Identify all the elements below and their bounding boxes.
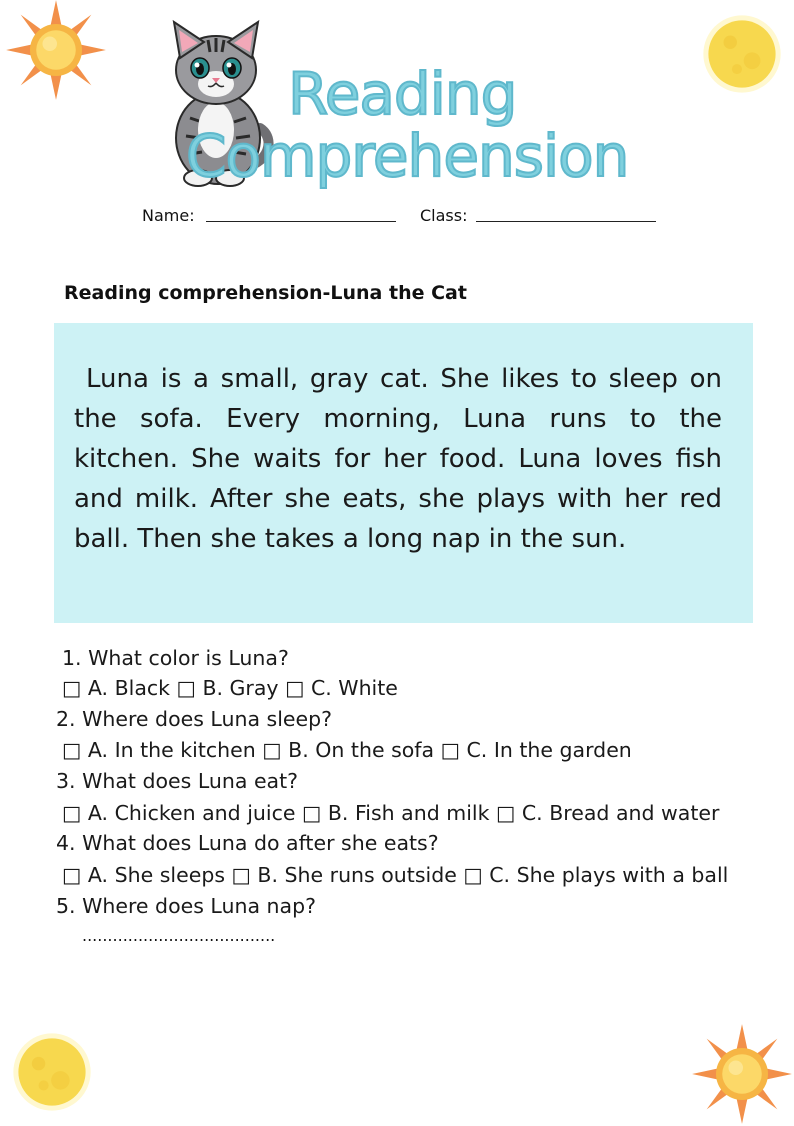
name-field[interactable] [206,221,396,222]
question-1: 1. What color is Luna? [62,646,289,670]
page-title-line-1: Reading [288,60,517,128]
question-2: 2. Where does Luna sleep? [56,707,333,731]
answer-line[interactable]: ...................................... [82,926,276,945]
question-3: 3. What does Luna eat? [56,769,299,793]
page-title-line-2: Comprehension [186,122,629,190]
name-label: Name: [142,206,195,225]
question-5: 5. Where does Luna nap? [56,894,316,918]
sun-icon [4,0,108,102]
moon-sun-icon [10,1030,94,1114]
section-heading: Reading comprehension-Luna the Cat [64,282,467,304]
question-1-options[interactable]: □ A. Black □ B. Gray □ C. White [62,676,398,700]
question-2-options[interactable]: □ A. In the kitchen □ B. On the sofa □ C. In the garden [62,738,632,762]
class-field[interactable] [476,221,656,222]
class-label: Class: [420,206,468,225]
sun-icon [690,1022,794,1126]
question-4-options[interactable]: □ A. She sleeps □ B. She runs outside □ C. She plays with a ball [62,863,729,887]
question-3-options[interactable]: □ A. Chicken and juice □ B. Fish and milk □ C. Bread and water [62,801,720,825]
story-text: Luna is a small, gray cat. She likes to sleep on the sofa. Every morning, Luna runs to the kitchen. She waits for her food. Luna loves fish and milk. After she eats, she plays with her red ball. Then she takes a long nap in the sun. [74,364,722,554]
moon-sun-icon [700,12,784,96]
story-box [54,323,753,623]
question-4: 4. What does Luna do after she eats? [56,831,439,855]
